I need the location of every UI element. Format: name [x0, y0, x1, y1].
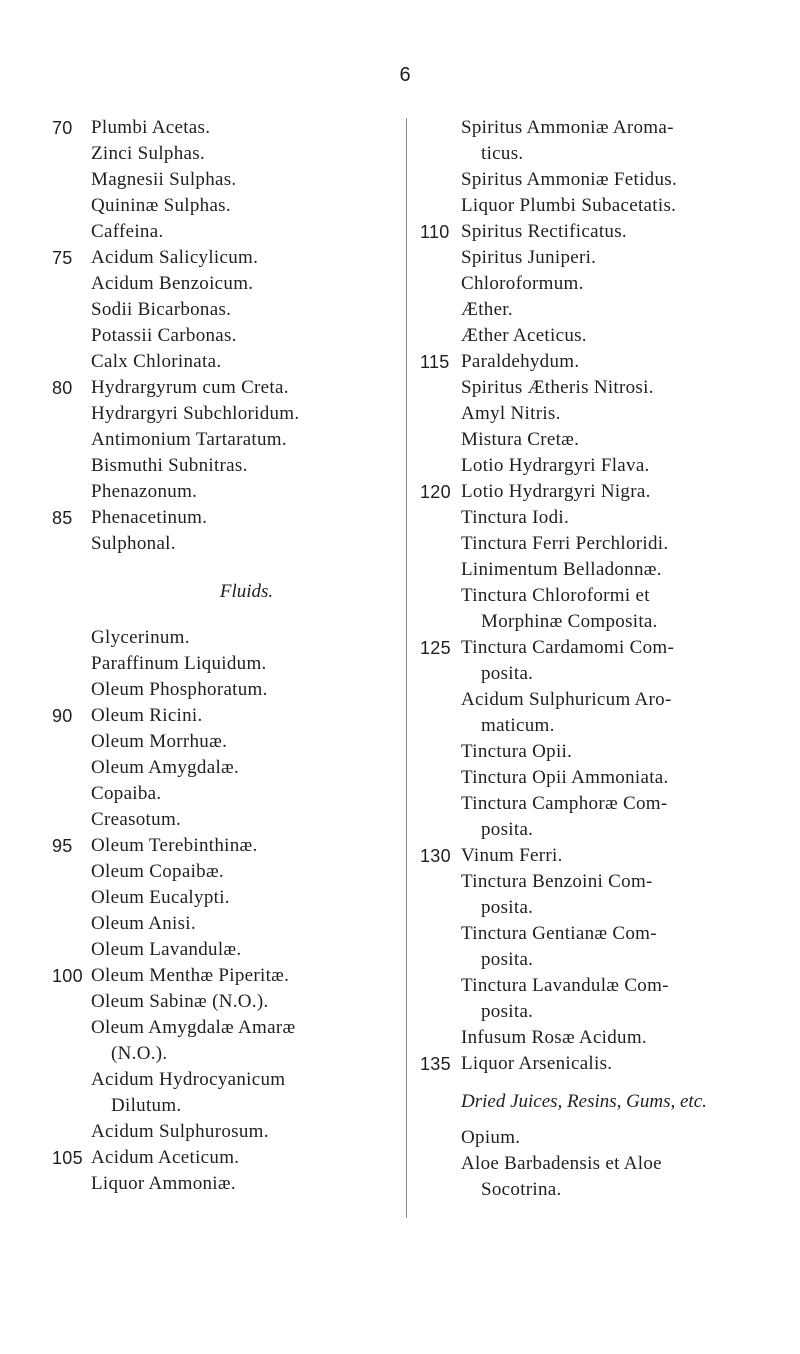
entry-text: Oleum Anisi.	[91, 913, 196, 934]
list-item	[420, 349, 760, 375]
entry-text: Tinctura Benzoini Com-	[461, 871, 653, 892]
list-item	[52, 531, 402, 557]
entry-text: Paraldehydum.	[461, 351, 580, 372]
entry-text-continued: Morphinæ Composita.	[481, 611, 658, 632]
list-item	[52, 859, 402, 885]
entry-number: 75	[52, 248, 73, 268]
list-item	[420, 375, 760, 401]
list-item	[52, 271, 402, 297]
entry-text: Chloroformum.	[461, 273, 584, 294]
entry-number: 95	[52, 836, 73, 856]
entry-text: Tinctura Cardamomi Com-	[461, 637, 675, 658]
list-item	[420, 1051, 760, 1077]
entry-text-continued: Socotrina.	[481, 1179, 562, 1200]
entry-number: 85	[52, 508, 73, 528]
entry-text: Oleum Eucalypti.	[91, 887, 230, 908]
entry-text: Opium.	[461, 1127, 521, 1148]
entry-text: Vinum Ferri.	[461, 845, 563, 866]
list-item	[52, 193, 402, 219]
entry-text: Spiritus Ammoniæ Aroma-	[461, 117, 674, 138]
list-item	[52, 729, 402, 755]
entry-text: Phenazonum.	[91, 481, 198, 502]
list-item	[52, 807, 402, 833]
left-entries-top	[52, 115, 402, 557]
entry-text: Acidum Aceticum.	[91, 1147, 240, 1168]
entry-text: Quininæ Sulphas.	[91, 195, 231, 216]
entry-text-continued: Dilutum.	[111, 1095, 182, 1116]
entry-text: Caffeina.	[91, 221, 164, 242]
list-item	[52, 505, 402, 531]
entry-text: Acidum Salicylicum.	[91, 247, 259, 268]
entry-text: Liquor Arsenicalis.	[461, 1053, 613, 1074]
list-item	[420, 505, 760, 531]
entry-text-continued: posita.	[481, 949, 534, 970]
entry-text: Spiritus Ætheris Nitrosi.	[461, 377, 654, 398]
entry-text: Tinctura Opii Ammoniata.	[461, 767, 669, 788]
list-item	[52, 453, 402, 479]
left-column	[52, 115, 402, 1197]
list-item	[420, 297, 760, 323]
entry-text: Potassii Carbonas.	[91, 325, 237, 346]
list-item	[420, 791, 760, 843]
list-item	[420, 167, 760, 193]
entry-text: Tinctura Ferri Perchloridi.	[461, 533, 669, 554]
entry-text: Æther Aceticus.	[461, 325, 587, 346]
entry-text: Oleum Ricini.	[91, 705, 203, 726]
entry-text: Tinctura Lavandulæ Com-	[461, 975, 669, 996]
list-item	[420, 843, 760, 869]
list-item	[420, 479, 760, 505]
entry-text: Antimonium Tartaratum.	[91, 429, 287, 450]
column-divider	[406, 118, 407, 1218]
entry-text: Oleum Amygdalæ.	[91, 757, 240, 778]
entry-text: Infusum Rosæ Acidum.	[461, 1027, 647, 1048]
list-item	[420, 531, 760, 557]
list-item	[420, 739, 760, 765]
entry-number: 100	[52, 966, 83, 986]
list-item	[52, 167, 402, 193]
entry-text: Plumbi Acetas.	[91, 117, 211, 138]
entry-text-continued: ticus.	[481, 143, 524, 164]
list-item	[52, 911, 402, 937]
list-item	[52, 219, 402, 245]
list-item	[52, 833, 402, 859]
list-item	[420, 219, 760, 245]
entry-text: Magnesii Sulphas.	[91, 169, 237, 190]
right-column	[420, 115, 760, 1203]
entry-text: Oleum Sabinæ (N.O.).	[91, 991, 269, 1012]
entry-text: Sodii Bicarbonas.	[91, 299, 232, 320]
entry-text: Hydrargyri Subchloridum.	[91, 403, 300, 424]
entry-text-continued: posita.	[481, 1001, 534, 1022]
list-item	[52, 479, 402, 505]
list-item	[420, 323, 760, 349]
entry-text: Tinctura Iodi.	[461, 507, 569, 528]
list-item	[52, 937, 402, 963]
list-item	[420, 1025, 760, 1051]
entry-text-continued: (N.O.).	[111, 1043, 168, 1064]
entry-text: Spiritus Juniperi.	[461, 247, 597, 268]
list-item	[52, 1171, 402, 1197]
entry-text: Tinctura Chloroformi et	[461, 585, 650, 606]
entry-text: Oleum Morrhuæ.	[91, 731, 228, 752]
entry-text: Paraffinum Liquidum.	[91, 653, 267, 674]
list-item	[420, 193, 760, 219]
entry-text-continued: maticum.	[481, 715, 555, 736]
entry-text: Spiritus Ammoniæ Fetidus.	[461, 169, 678, 190]
entry-text: Æther.	[461, 299, 513, 320]
list-item	[420, 427, 760, 453]
page-number: 6	[399, 64, 411, 86]
list-item	[52, 141, 402, 167]
entry-text: Tinctura Opii.	[461, 741, 573, 762]
list-item	[52, 115, 402, 141]
entry-text: Oleum Lavandulæ.	[91, 939, 242, 960]
list-item	[420, 1151, 760, 1203]
list-item	[52, 427, 402, 453]
entry-text: Phenacetinum.	[91, 507, 208, 528]
entry-text-continued: posita.	[481, 663, 534, 684]
entry-text: Lotio Hydrargyri Flava.	[461, 455, 650, 476]
entry-number: 70	[52, 118, 73, 138]
entry-text: Oleum Copaibæ.	[91, 861, 224, 882]
list-item	[420, 921, 760, 973]
list-item	[420, 557, 760, 583]
entry-number: 110	[420, 222, 450, 242]
list-item	[52, 401, 402, 427]
entry-text: Liquor Plumbi Subacetatis.	[461, 195, 677, 216]
entry-text: Hydrargyrum cum Creta.	[91, 377, 289, 398]
entry-number: 125	[420, 638, 451, 658]
left-entries-bottom	[52, 625, 402, 1197]
entry-text: Aloe Barbadensis et Aloe	[461, 1153, 662, 1174]
list-item	[52, 755, 402, 781]
entry-number: 90	[52, 706, 73, 726]
entry-text-continued: posita.	[481, 819, 534, 840]
entry-number: 120	[420, 482, 451, 502]
entry-text: Lotio Hydrargyri Nigra.	[461, 481, 651, 502]
list-item	[420, 635, 760, 687]
list-item	[420, 765, 760, 791]
list-item	[52, 781, 402, 807]
entry-text: Acidum Sulphurosum.	[91, 1121, 269, 1142]
list-item	[420, 245, 760, 271]
entry-text: Creasotum.	[91, 809, 182, 830]
list-item	[52, 963, 402, 989]
entry-text: Spiritus Rectificatus.	[461, 221, 627, 242]
entry-number: 105	[52, 1148, 83, 1168]
entry-text: Oleum Amygdalæ Amaræ	[91, 1017, 296, 1038]
entry-text: Calx Chlorinata.	[91, 351, 222, 372]
section-heading-dried-juices: Dried Juices, Resins, Gums, etc.	[461, 1091, 707, 1112]
list-item	[52, 1145, 402, 1171]
list-item	[420, 401, 760, 427]
entry-number: 135	[420, 1054, 451, 1074]
list-item	[52, 1015, 402, 1067]
entry-text: Liquor Ammoniæ.	[91, 1173, 236, 1194]
right-entries-bottom	[420, 1125, 760, 1203]
entry-text: Acidum Sulphuricum Aro-	[461, 689, 672, 710]
right-entries-top	[420, 115, 760, 1077]
list-item	[420, 973, 760, 1025]
list-item	[420, 687, 760, 739]
entry-text: Linimentum Belladonnæ.	[461, 559, 662, 580]
entry-number: 130	[420, 846, 451, 866]
list-item	[52, 651, 402, 677]
entry-text: Sulphonal.	[91, 533, 176, 554]
list-item	[52, 297, 402, 323]
list-item	[52, 703, 402, 729]
entry-text: Oleum Terebinthinæ.	[91, 835, 258, 856]
entry-text: Oleum Phosphoratum.	[91, 679, 268, 700]
entry-number: 80	[52, 378, 73, 398]
list-item	[52, 1119, 402, 1145]
entry-text: Amyl Nitris.	[461, 403, 561, 424]
entry-text: Glycerinum.	[91, 627, 190, 648]
list-item	[52, 677, 402, 703]
entry-text: Acidum Hydrocyanicum	[91, 1069, 286, 1090]
entry-text: Copaiba.	[91, 783, 162, 804]
list-item	[52, 989, 402, 1015]
entry-text: Mistura Cretæ.	[461, 429, 580, 450]
list-item	[52, 323, 402, 349]
entry-text: Tinctura Gentianæ Com-	[461, 923, 657, 944]
entry-text: Acidum Benzoicum.	[91, 273, 254, 294]
entry-text: Tinctura Camphoræ Com-	[461, 793, 668, 814]
list-item	[52, 885, 402, 911]
list-item	[420, 869, 760, 921]
list-item	[420, 583, 760, 635]
list-item	[420, 115, 760, 167]
list-item	[420, 271, 760, 297]
entry-text: Bismuthi Subnitras.	[91, 455, 248, 476]
entry-text: Oleum Menthæ Piperitæ.	[91, 965, 290, 986]
list-item	[420, 1125, 760, 1151]
list-item	[52, 1067, 402, 1119]
list-item	[52, 625, 402, 651]
entry-text: Zinci Sulphas.	[91, 143, 205, 164]
entry-text-continued: posita.	[481, 897, 534, 918]
list-item	[420, 453, 760, 479]
list-item	[52, 245, 402, 271]
entry-number: 115	[420, 352, 450, 372]
list-item	[52, 349, 402, 375]
section-heading-fluids: Fluids.	[219, 581, 274, 602]
list-item	[52, 375, 402, 401]
